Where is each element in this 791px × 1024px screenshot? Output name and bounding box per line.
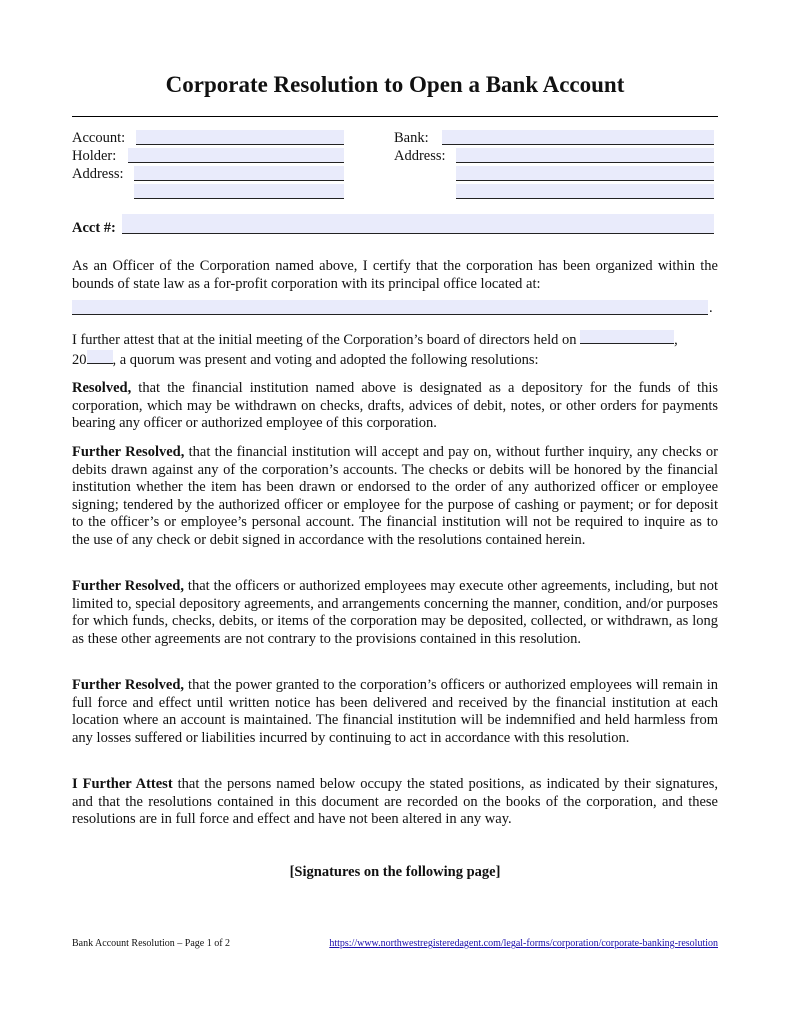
account-holder-field-2[interactable] <box>128 148 344 163</box>
holder-address-label: Address: <box>72 166 124 182</box>
further-resolved-1-lead: Further Resolved, <box>72 444 185 460</box>
further-resolved-3-lead: Further Resolved, <box>72 677 185 693</box>
further-resolved-2-body: that the officers or authorized employees may execute other agreements, including, but not limited to, special depository agreements, and arrangements concerning the manner, condition, and/or purposes for which funds, checks, debits, or items of the corporation may be deposited, collected, or withdrawn, as long as these other agreements are not contrary to the provisions contained in this resolution. <box>72 578 718 647</box>
bank-address-field-1[interactable] <box>456 148 714 163</box>
bank-address-label: Address: <box>394 148 446 164</box>
bank-name-field[interactable] <box>442 130 714 145</box>
further-resolved-1-paragraph <box>72 444 718 549</box>
meeting-attest-text: I further attest that at the initial meeting of the Corporation’s board of directors held on , 20 , a quorum was present and voting and adopted the following resolutions: <box>72 332 678 368</box>
further-attest-paragraph <box>72 776 718 829</box>
resolved-paragraph <box>72 380 718 433</box>
account-holder-field[interactable] <box>136 130 344 145</box>
officer-certify-text: As an Officer of the Corporation named above, I certify that the corporation has been organized within the bounds of state law as a for-profit corporation with its principal office located at: <box>72 258 718 292</box>
further-attest-body: that the persons named below occupy the stated positions, as indicated by their signatures, and that the resolutions contained in this document are recorded on the books of the corporation, and these resolutions are in full force and effect and have not been altered in any way. <box>72 776 718 827</box>
account-holder-label-line1: Account: <box>72 130 126 146</box>
further-resolved-1-body: that the financial institution will accept and pay on, without further inquiry, any checks or debits drawn against any of the corporation’s accounts. The checks or debits will be honored by the financial institution whether the item has been drawn or endorsed to the order of any authorized officer or employee signing; tendered by the authorized officer or employee for the purpose of cashing or payment; or for deposit to the officer’s or employee’s personal account. The financial institution will not be required to inquire as to the use of any check or debit signed in accordance with the resolutions contained herein. <box>72 444 718 548</box>
further-resolved-3-paragraph <box>72 677 718 747</box>
document-page <box>72 0 718 1024</box>
title-divider <box>72 116 718 117</box>
document-title: Corporate Resolution to Open a Bank Account <box>165 72 625 97</box>
acct-number-field[interactable] <box>122 214 714 234</box>
further-resolved-3-body: that the power granted to the corporation’s officers or authorized employees will remain in full force and effect until written notice has been delivered and received by the financial institution at each location where an account is maintained. The financial institution will be indemnified and held harmless from any losses suffered or liabilities incurred by continuing to act in accordance with this resolution. <box>72 677 718 746</box>
meeting-year-prefix: 20 <box>72 352 87 368</box>
meeting-attest-post: , a quorum was present and voting and adopted the following resolutions: <box>112 352 539 368</box>
account-holder-label-line2: Holder: <box>72 148 117 164</box>
further-resolved-2-paragraph <box>72 578 718 648</box>
resolved-lead: Resolved, <box>72 380 132 396</box>
footer-link[interactable]: https://www.northwestregisteredagent.com/legal-forms/corporation/corporate-banking-resolution <box>329 938 718 949</box>
holder-address-field-2[interactable] <box>134 184 344 199</box>
further-resolved-2-lead: Further Resolved, <box>72 578 184 594</box>
holder-address-field-1[interactable] <box>134 166 344 181</box>
bank-label: Bank: <box>394 130 429 146</box>
bank-address-field-2[interactable] <box>456 166 714 181</box>
footer-page-label: Bank Account Resolution – Page 1 of 2 <box>72 938 231 949</box>
period-mark: . <box>709 300 713 316</box>
meeting-date-field[interactable] <box>580 330 674 344</box>
bank-address-field-3[interactable] <box>456 184 714 199</box>
signatures-note: [Signatures on the following page] <box>289 864 501 880</box>
meeting-year-field[interactable] <box>87 350 113 364</box>
meeting-attest-pre: I further attest that at the initial meeting of the Corporation’s board of directors held on <box>72 332 577 348</box>
acct-number-label: Acct #: <box>72 220 116 236</box>
further-attest-lead: I Further Attest <box>72 776 173 792</box>
principal-office-field[interactable] <box>72 300 708 315</box>
resolved-body: that the financial institution named above is designated as a depository for the funds of this corporation, which may be withdrawn on checks, drafts, advices of debit, notes, or other orders for payments bearing any officer or authorized employee of this corporation. <box>72 380 718 431</box>
